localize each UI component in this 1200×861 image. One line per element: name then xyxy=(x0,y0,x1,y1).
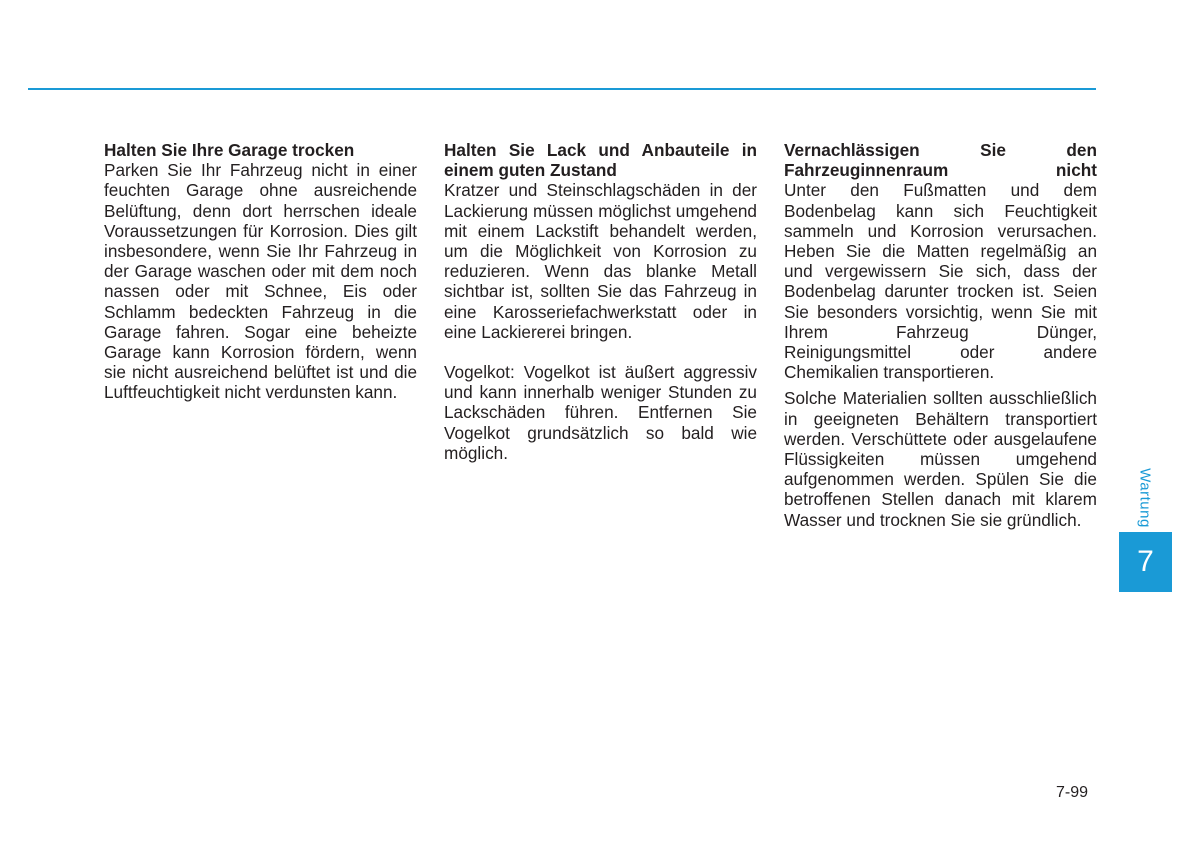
paragraph-interior-moisture: Unter den Fußmatten und dem Bodenbelag kann sich Feuchtigkeit sammeln und Korrosion verursachen. Heben Sie die Matten regelmäßig an und vergewissern Sie sich, dass der Bodenbelag darunter trocken ist. Seien Sie besonders vorsichtig, wenn Sie mit Ihrem Fahrzeug Dünger, Reinigungsmittel oder andere Chemikalien transportieren. xyxy=(784,180,1097,383)
header-rule xyxy=(28,88,1096,90)
section-heading-garage: Halten Sie Ihre Garage trocken xyxy=(104,140,355,160)
paragraph-interior-chemicals: Solche Materialien sollten ausschließlich in geeigneten Behältern transportiert werden. Verschüttete oder ausgelaufene Flüssigkeiten müssen umgehend aufgenommen werden. Spülen Sie die betroffenen Stellen danach mit klarem Wasser und trocknen Sie sie gründlich. xyxy=(784,388,1097,530)
chapter-number: 7 xyxy=(1137,545,1154,578)
section-heading-paint: Halten Sie Lack und Anbauteile in einem guten Zustand xyxy=(444,140,757,181)
column-garage xyxy=(104,140,417,403)
column-interior xyxy=(784,140,1097,530)
paragraph-garage: Parken Sie Ihr Fahrzeug nicht in einer feuchten Garage ohne ausreichende Belüftung, denn dort herrschen ideale Voraussetzungen für Korrosion. Dies gilt insbesondere, wenn Sie Ihr Fahrzeug in der Garage waschen oder mit dem noch nassen oder mit Schnee, Eis oder Schlamm bedeckten Fahrzeug in die Garage fahren. Sogar eine beheizte Garage kann Korrosion fördern, wenn sie nicht ausreichend belüftet ist und die Luftfeuchtigkeit nicht verdunsten kann. xyxy=(104,160,417,403)
paragraph-bird-droppings: Vogelkot: Vogelkot ist äußert aggressiv und kann innerhalb weniger Stunden zu Lackschäden führen. Entfernen Sie Vogelkot grundsätzlich so bald wie möglich. xyxy=(444,362,757,463)
section-heading-interior: Vernachlässigen Sie den Fahrzeuginnenraum nicht xyxy=(784,140,1097,181)
page-number: 7-99 xyxy=(1056,784,1089,801)
chapter-tab xyxy=(1119,532,1172,592)
column-paint xyxy=(444,140,757,463)
chapter-label: Wartung xyxy=(1136,468,1154,528)
paragraph-paint-scratches: Kratzer und Steinschlagschäden in der Lackierung müssen möglichst umgehend mit einem Lackstift behandelt werden, um die Möglichkeit von Korrosion zu reduzieren. Wenn das blanke Metall sichtbar ist, sollten Sie das Fahrzeug in eine Karosseriefachwerkstatt oder in eine Lackiererei bringen. xyxy=(444,180,757,342)
